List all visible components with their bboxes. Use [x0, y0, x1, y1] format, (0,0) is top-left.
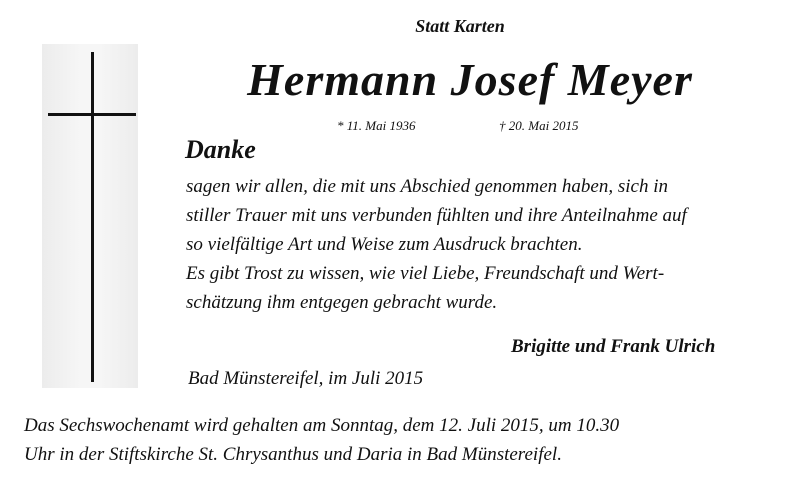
thanks-line: so vielfältige Art und Weise zum Ausdruck brachten.	[186, 234, 583, 255]
thanks-text	[186, 172, 776, 317]
notice-line: Das Sechswochenamt wird gehalten am Sonntag, dem 12. Juli 2015, um 10.30	[24, 415, 620, 436]
thanks-line: Es gibt Trost zu wissen, wie viel Liebe, Freundschaft und Wert-	[186, 263, 665, 284]
mass-notice	[24, 411, 784, 469]
birth-date: * 11. Mai 1936	[337, 118, 416, 133]
thanks-line: schätzung ihm entgegen gebracht wurde.	[186, 292, 498, 313]
cross-background	[42, 44, 138, 388]
statt-karten-label: Statt Karten	[415, 16, 505, 36]
cross-icon-horizontal-bar	[48, 113, 136, 116]
signers: Brigitte und Frank Ulrich	[511, 336, 716, 357]
thanks-line: stiller Trauer mit uns verbunden fühlten und ihre Anteilnahme auf	[186, 205, 687, 226]
place-date: Bad Münstereifel, im Juli 2015	[188, 368, 424, 389]
death-date: † 20. Mai 2015	[499, 118, 579, 133]
thanks-line: sagen wir allen, die mit uns Abschied genommen haben, sich in	[186, 176, 668, 197]
notice-line: Uhr in der Stiftskirche St. Chrysanthus und Daria in Bad Münstereifel.	[24, 444, 562, 465]
thanks-heading: Danke	[185, 135, 256, 164]
deceased-name: Hermann Josef Meyer	[247, 54, 693, 105]
cross-icon-vertical-bar	[91, 52, 94, 382]
